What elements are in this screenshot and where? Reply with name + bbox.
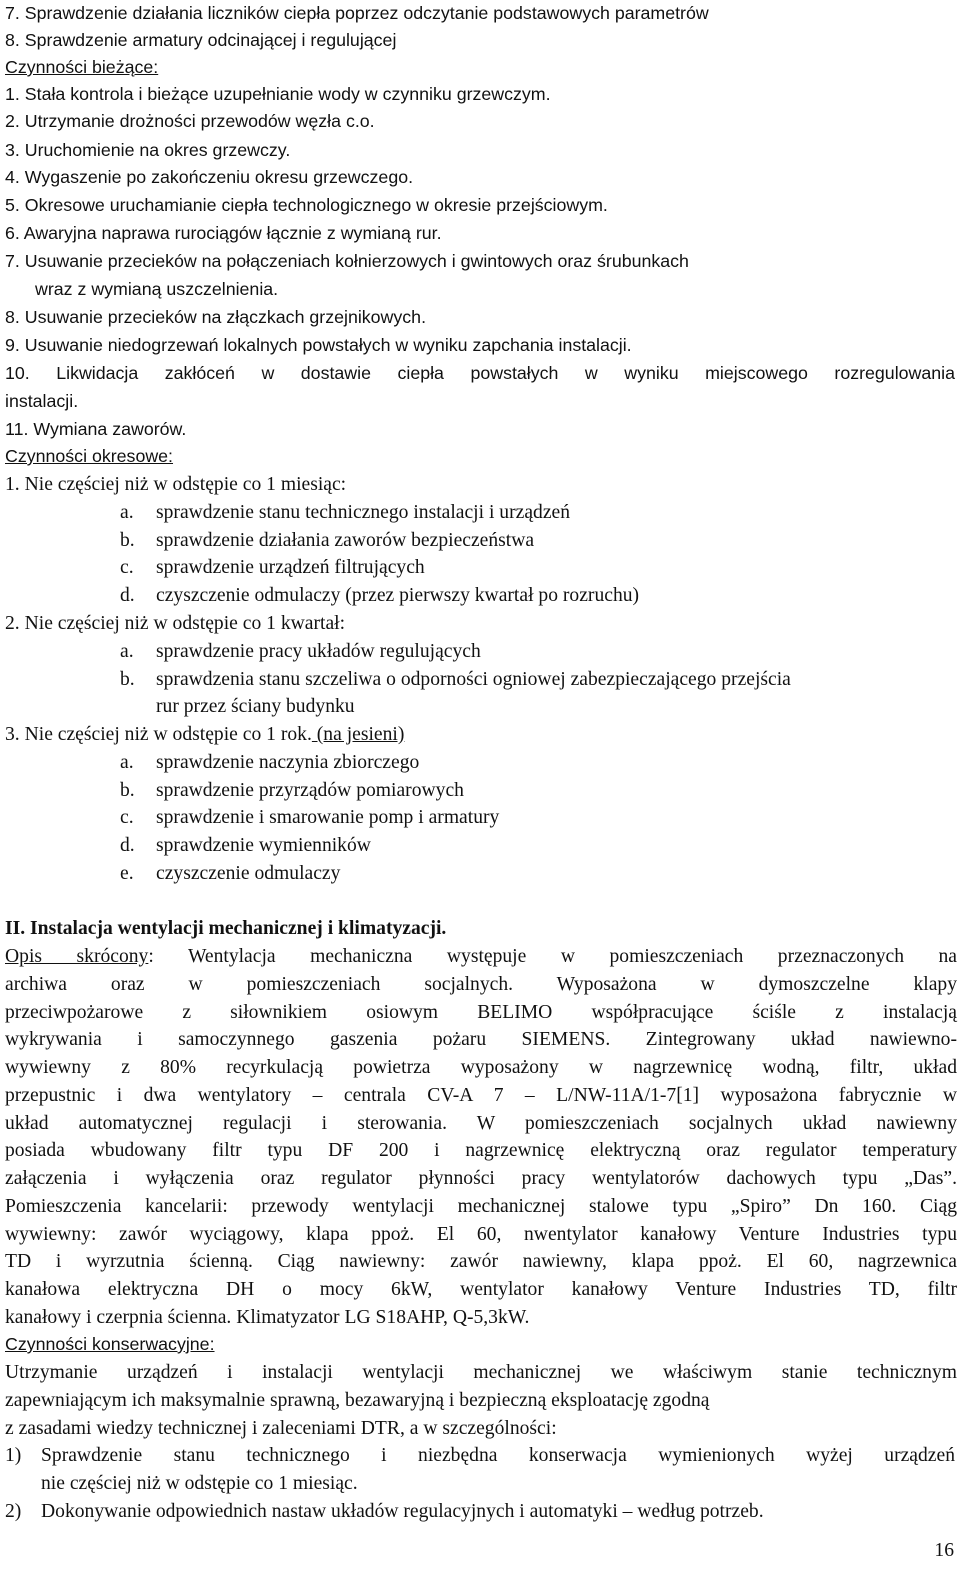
list-item: 8. Usuwanie przecieków na złączkach grzejnikowych. [5, 307, 427, 327]
section-heading-okresowe: Czynności okresowe: [5, 446, 174, 466]
paragraph-line: z zasadami wiedzy technicznej i zaleceniami DTR, a w szczególności: [5, 1418, 557, 1439]
list-item: 11. Wymiana zaworów. [5, 419, 187, 439]
page-number: 16 [934, 1540, 954, 1561]
paragraph-line: posiada wbudowany filtr typu DF 200 i nagrzewnicę elektryczną oraz regulator temperatury [5, 1140, 957, 1161]
paragraph-line: Utrzymanie urządzeń i instalacji wentylacji mechanicznej we właściwym stanie technicznym [5, 1362, 957, 1383]
list-item: 7. Usuwanie przecieków na połączeniach kołnierzowych i gwintowych oraz śrubunkach [5, 251, 689, 271]
list-item: 3. Uruchomienie na okres grzewczy. [5, 140, 291, 160]
section-heading-biezace: Czynności bieżące: [5, 57, 159, 77]
paragraph-line: układ automatycznej regulacji i sterowania. W pomieszczeniach socjalnych układ nawiewny [5, 1113, 957, 1134]
paragraph-line: zapewniającym ich maksymalnie sprawną, bezawaryjną i bezpieczną eksploatację zgodną [5, 1390, 710, 1411]
list-item: 7. Sprawdzenie działania liczników ciepła poprzez odczytanie podstawowych parametrów [5, 3, 709, 23]
group-title: 2. Nie częściej niż w odstępie co 1 kwartał: [5, 613, 346, 634]
list-item: 10. Likwidacja zakłóceń w dostawie ciepła powstałych w wyniku miejscowego rozregulowania [5, 363, 955, 383]
paragraph-line: wywiewny z 80% recyrkulacją powietrza wyposażony w nagrzewnicę wodną, filtr, układ [5, 1057, 957, 1078]
paragraph-line: przepustnic i dwa wentylatory – centrala CV-A 7 – L/NW-11A/1-7[1] wyposażona fabrycznie w [5, 1085, 957, 1106]
section-heading-konserwacyjne: Czynności konserwacyjne: [5, 1334, 215, 1354]
list-item: 2. Utrzymanie drożności przewodów węzła c.o. [5, 111, 375, 131]
list-item: 1. Stała kontrola i bieżące uzupełnianie wody w czynniku grzewczym. [5, 84, 551, 104]
list-item: 8. Sprawdzenie armatury odcinającej i regulującej [5, 30, 397, 50]
list-item-continuation: instalacji. [5, 391, 79, 411]
list-item-continuation: rur przez ściany budynku [156, 696, 355, 717]
paragraph-line: wywiewny: zawór wyciągowy, klapa ppoż. El 60, nwentylator kanałowy Venture Industries typu [5, 1224, 957, 1245]
paragraph-line: Opis skrócony: Wentylacja mechaniczna występuje w pomieszczeniach przeznaczonych na [5, 946, 957, 967]
paragraph-line: przeciwpożarowe z siłownikiem osiowym BELIMO współpracujące ściśle z instalacją [5, 1002, 957, 1023]
paragraph-line: TD i wyrzutnia ścienną. Ciąg nawiewny: zawór nawiewny, klapa ppoż. El 60, nagrzewnica [5, 1251, 957, 1272]
paragraph-line: wykrywania i samoczynnego gaszenia pożaru SIEMENS. Zintegrowany układ nawiewno- [5, 1029, 957, 1050]
list-item: 4. Wygaszenie po zakończeniu okresu grzewczego. [5, 167, 414, 187]
group-title: 1. Nie częściej niż w odstępie co 1 miesiąc: [5, 474, 347, 495]
numbered-item-continuation: nie częściej niż w odstępie co 1 miesiąc. [41, 1473, 358, 1494]
paragraph-line: kanałowy i czerpnia ścienna. Klimatyzator LG S18AHP, Q-5,3kW. [5, 1307, 530, 1328]
list-item: 5. Okresowe uruchamianie ciepła technologicznego w okresie przejściowym. [5, 195, 608, 215]
paragraph-line: załączenia i wyłączenia oraz regulator płynności pracy wentylatorów dachowych typu „Das”. [5, 1168, 957, 1189]
list-item: 9. Usuwanie niedogrzewań lokalnych powstałych w wyniku zapchania instalacji. [5, 335, 632, 355]
paragraph-line: Pomieszczenia kancelarii: przewody wentylacji mechanicznej stalowe typu „Spiro” Dn 160. Ciąg [5, 1196, 957, 1217]
section-heading-ventilation: II. Instalacja wentylacji mechanicznej i klimatyzacji. [5, 918, 447, 939]
group-title: 3. Nie częściej niż w odstępie co 1 rok. (na jesieni) [5, 724, 405, 745]
paragraph-line: archiwa oraz w pomieszczeniach socjalnych. Wyposażona w dymoszczelne klapy [5, 974, 957, 995]
list-item: 6. Awaryjna naprawa rurociągów łącznie z wymianą rur. [5, 223, 442, 243]
list-item-continuation: wraz z wymianą uszczelnienia. [35, 279, 279, 299]
paragraph-line: kanałowa elektryczna DH o mocy 6kW, wentylator kanałowy Venture Industries TD, filtr [5, 1279, 957, 1300]
